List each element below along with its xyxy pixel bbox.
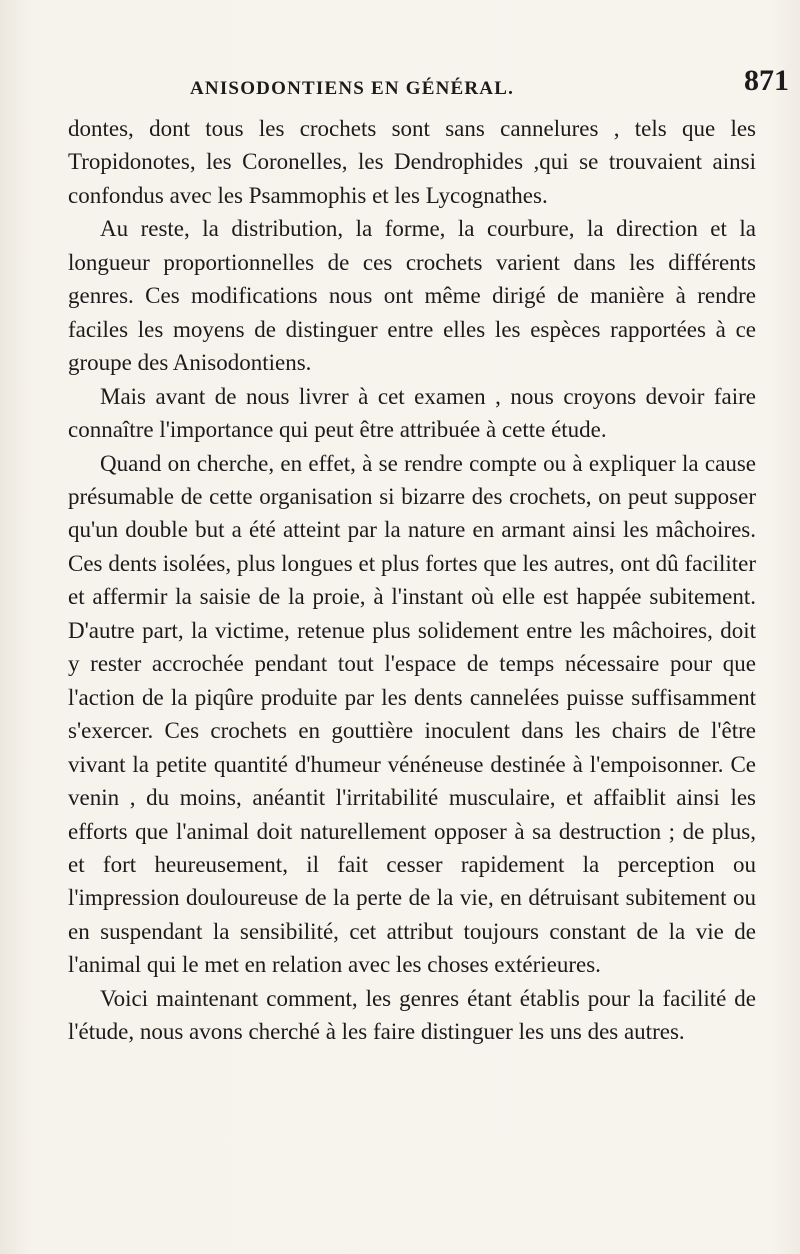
body-text <box>68 112 756 1049</box>
paragraph: Voici maintenant comment, les genres étant établis pour la facilité de l'étude, nous avons cherché à les faire distinguer les uns des autres. <box>68 985 756 1045</box>
paragraph-continuation: dontes, dont tous les crochets sont sans cannelures , tels que les Tropidonotes, les Coronelles, les Dendrophides ,qui se trouvaient ainsi confondus avec les Psammophis et les Lycognathes. <box>68 116 756 208</box>
paragraph: Mais avant de nous livrer à cet examen , nous croyons devoir faire connaître l'importance qui peut être attribuée à cette étude. <box>68 383 756 443</box>
running-header: ANISODONTIENS EN GÉNÉRAL. <box>190 78 515 99</box>
paragraph: Au reste, la distribution, la forme, la courbure, la direction et la longueur proportionnelles de ces crochets varient dans les différents genres. Ces modifications nous ont même dirigé de manière à rendre faciles les moyens de distinguer entre elles les espèces rapportées à ce groupe des Anisodontiens. <box>68 216 756 376</box>
page-number: 871 <box>744 64 789 97</box>
paragraph: Quand on cherche, en effet, à se rendre compte ou à expliquer la cause présumable de cette organisation si bizarre des crochets, on peut supposer qu'un double but a été atteint par la nature en armant ainsi les mâchoires. Ces dents isolées, plus longues et plus fortes que les autres, ont dû faciliter et affermir la saisie de la proie, à l'instant où elle est happée subitement. D'autre part, la victime, retenue plus solidement entre les mâchoires, doit y rester accrochée pendant tout l'espace de temps nécessaire pour que l'action de la piqûre produite par les dents cannelées puisse suffisamment s'exercer. Ces crochets en gouttière inoculent dans les chairs de l'être vivant la petite quantité d'humeur vénéneuse destinée à l'empoisonner. Ce venin , du moins, anéantit l'irritabilité musculaire, et affaiblit ainsi les efforts que l'animal doit naturellement opposer à sa destruction ; de plus, et fort heureusement, il fait cesser rapidement la perception ou l'impression douloureuse de la perte de la vie, en détruisant subitement ou en suspendant la sensibilité, cet attribut toujours constant de la vie de l'animal qui le met en relation avec les choses extérieures. <box>68 450 756 978</box>
